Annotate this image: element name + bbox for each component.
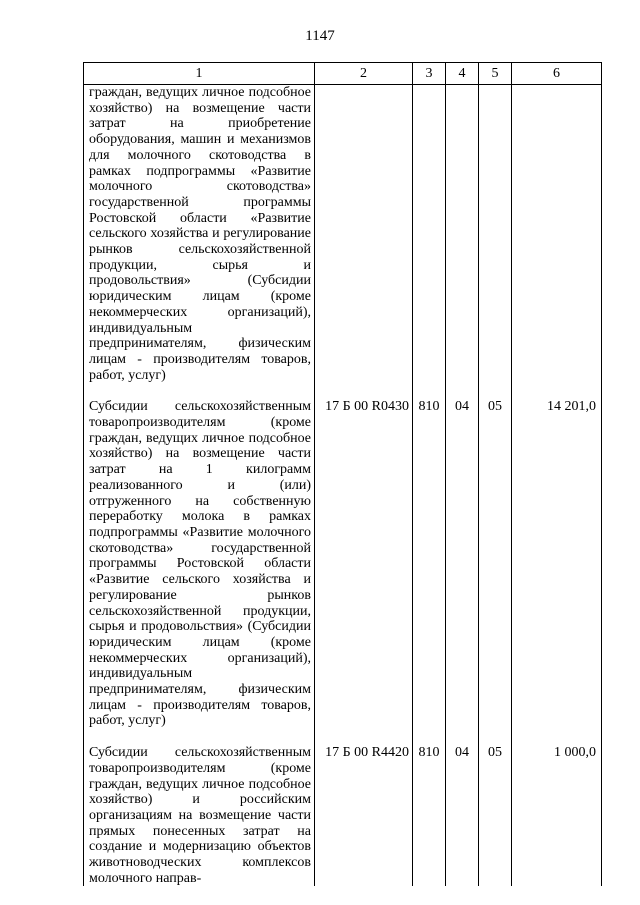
row-amount: 1 000,0	[512, 745, 602, 886]
budget-table	[83, 62, 602, 886]
row-target-code: 17 Б 00 R0430	[315, 399, 413, 745]
row-subsection	[479, 85, 512, 400]
row-type-code	[413, 85, 446, 400]
row-amount	[512, 85, 602, 400]
row-section: 04	[446, 399, 479, 745]
row-section: 04	[446, 745, 479, 886]
table-row	[84, 85, 602, 400]
row-type-code: 810	[413, 745, 446, 886]
row-amount: 14 201,0	[512, 399, 602, 745]
header-row	[84, 63, 602, 85]
row-target-code: 17 Б 00 R4420	[315, 745, 413, 886]
row-description: Субсидии сельскохозяйственным товаропроизводителям (кроме граждан, ведущих личное подсобное хозяйство) на возмещение части затрат на 1 килограмм реализованного и (или) отгруженного на собственную переработку молока в рамках подпрограммы «Развитие молочного скотоводства» государственной программы Ростовской области «Развитие сельского хозяйства и регулирование рынков сельскохозяйственной продукции, сырья и продовольствия» (Субсидии юридическим лицам (кроме некоммерческих организаций), индивидуальным предпринимателям, физическим лицам - производителям товаров, работ, услуг)	[84, 399, 315, 745]
row-type-code: 810	[413, 399, 446, 745]
header-col-2: 2	[315, 63, 413, 85]
header-col-1: 1	[84, 63, 315, 85]
table-row	[84, 399, 602, 745]
header-col-4: 4	[446, 63, 479, 85]
row-subsection: 05	[479, 399, 512, 745]
header-col-5: 5	[479, 63, 512, 85]
table-row	[84, 745, 602, 886]
row-description: Субсидии сельскохозяйственным товаропроизводителям (кроме граждан, ведущих личное подсобное хозяйство) и российским организациям на возмещение части прямых понесенных затрат на создание и модернизацию объектов животноводческих комплексов молочного направ-	[84, 745, 315, 886]
row-description: граждан, ведущих личное подсобное хозяйство) на возмещение части затрат на приобретение оборудования, машин и механизмов для молочного скотоводства в рамках подпрограммы «Развитие молочного скотоводства» государственной программы Ростовской области «Развитие сельского хозяйства и регулирование рынков сельскохозяйственной продукции, сырья и продовольствия» (Субсидии юридическим лицам (кроме некоммерческих организаций), индивидуальным предпринимателям, физическим лицам - производителям товаров, работ, услуг)	[84, 85, 315, 400]
header-col-6: 6	[512, 63, 602, 85]
row-subsection: 05	[479, 745, 512, 886]
header-col-3: 3	[413, 63, 446, 85]
row-section	[446, 85, 479, 400]
page-number: 1147	[305, 28, 335, 44]
row-target-code	[315, 85, 413, 400]
